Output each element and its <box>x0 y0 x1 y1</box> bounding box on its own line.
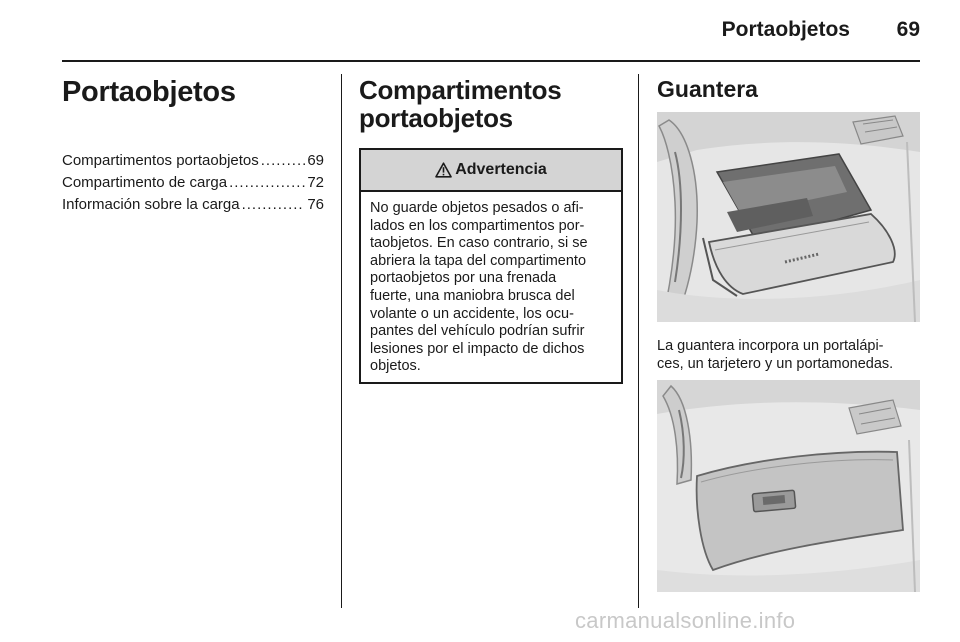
warning-line: lesiones por el impacto de dichos <box>370 340 585 357</box>
warning-line: abriera la tapa del compartimento <box>370 252 587 269</box>
toc-entry[interactable] <box>62 172 324 194</box>
caption-line: ces, un tarjetero y un portamonedas. <box>657 356 894 372</box>
toc-entry-label: Información sobre la carga <box>62 196 240 213</box>
column-divider-right <box>638 74 639 608</box>
open-glovebox-illustration <box>657 112 920 322</box>
warning-box <box>359 148 623 384</box>
toc-entry[interactable] <box>62 150 324 172</box>
warning-triangle-icon <box>435 162 452 178</box>
toc-leader-dots <box>242 194 306 216</box>
warning-text <box>361 192 621 376</box>
toc-entry-label: Compartimentos portaobjetos <box>62 152 259 169</box>
warning-line: lados en los compartimentos por- <box>370 217 585 234</box>
watermark: carmanualsonline.info <box>575 608 796 633</box>
header-rule <box>62 60 920 62</box>
glovebox-title: Guantera <box>657 76 758 102</box>
section-title-line: portaobjetos <box>359 103 513 133</box>
warning-line: volante o un accidente, los ocu- <box>370 305 574 322</box>
warning-header <box>361 150 621 192</box>
caption-line: La guantera incorpora un portalápi- <box>657 338 884 354</box>
section-title <box>359 76 629 132</box>
warning-line: portaobjetos por una frenada <box>370 270 557 287</box>
chapter-title: Portaobjetos <box>62 76 236 108</box>
toc-leader-dots <box>229 172 305 194</box>
toc-entry-page: 72 <box>307 174 324 191</box>
section-title-line: Compartimentos <box>359 75 562 105</box>
page-number: 69 <box>896 18 920 41</box>
toc-entry-label: Compartimento de carga <box>62 174 228 191</box>
page-header-title: Portaobjetos <box>721 18 850 41</box>
column-divider-left <box>341 74 342 608</box>
warning-line: pantes del vehículo podrían sufrir <box>370 323 585 340</box>
warning-line: fuerte, una maniobra brusca del <box>370 287 575 304</box>
glovebox-caption <box>657 337 927 373</box>
warning-line: taobjetos. En caso contrario, si se <box>370 235 588 252</box>
toc-entry-page: 76 <box>307 196 324 213</box>
toc-entry[interactable] <box>62 194 324 216</box>
warning-line: No guarde objetos pesados o afi- <box>370 200 584 216</box>
closed-glovebox-illustration <box>657 380 920 592</box>
toc-entry-page: 69 <box>307 152 324 169</box>
table-of-contents <box>62 150 324 216</box>
toc-leader-dots <box>261 150 306 172</box>
warning-line: objetos. <box>370 358 421 375</box>
warning-heading: Advertencia <box>455 161 547 178</box>
